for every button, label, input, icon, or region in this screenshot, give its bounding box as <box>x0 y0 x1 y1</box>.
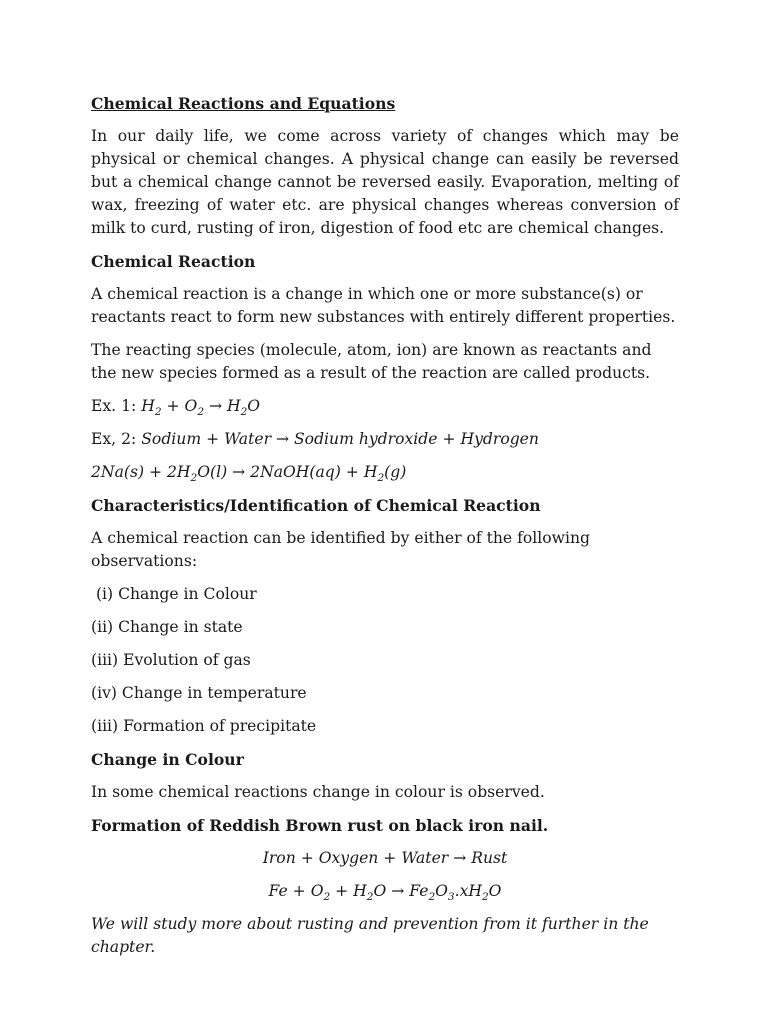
list-item: (iii) Evolution of gas <box>91 651 251 669</box>
reactants-paragraph: The reacting species (molecule, atom, ion) are known as reactants and the new species formed as a result of the reaction are called products. <box>91 341 652 382</box>
rust-word-equation: Iron + Oxygen + Water → Rust <box>262 849 508 867</box>
document-page <box>91 92 679 969</box>
observations-paragraph: A chemical reaction can be identified by either of the following observations: <box>91 529 590 570</box>
example-2-word-equation: Sodium + Water → Sodium hydroxide + Hydrogen <box>141 430 539 448</box>
example-2-chemical-equation: $2Na(s) + 2H_2O(l)$ → 2NaOH(aq) + $H_2(g)$ <box>91 463 407 485</box>
definition-paragraph: A chemical reaction is a change in which one or more substance(s) or reactants react to form new substances with entirely different properties. <box>91 285 676 326</box>
example-1-label: Ex. 1: <box>91 397 137 415</box>
list-item: (iv) Change in temperature <box>91 684 307 702</box>
subheading-rust-formation: Formation of Reddish Brown rust on black iron nail. <box>91 816 549 835</box>
example-1 <box>91 395 679 418</box>
list-item: (ii) Change in state <box>91 618 243 636</box>
example-1-equation: $H_2 + O_2 \to H_2O$ <box>141 397 261 419</box>
list-item: (iii) Formation of precipitate <box>91 717 317 735</box>
page-title: Chemical Reactions and Equations <box>91 94 396 113</box>
rust-chemical-equation: $Fe + O_2 + H_2O \to Fe_2O_3.xH_2O$ <box>268 882 502 904</box>
closing-note: We will study more about rusting and prevention from it further in the chapter. <box>91 915 649 956</box>
section-heading-change-in-colour: Change in Colour <box>91 750 244 769</box>
colour-change-paragraph: In some chemical reactions change in colour is observed. <box>91 783 545 801</box>
section-heading-chemical-reaction: Chemical Reaction <box>91 252 256 271</box>
list-item: (i) Change in Colour <box>91 585 257 603</box>
example-2-label: Ex, 2: <box>91 430 137 448</box>
intro-paragraph: In our daily life, we come across variety of changes which may be physical or chemical changes. A physical change can easily be reversed but a chemical change cannot be reversed easily. Evaporation, melting of wax, freezing of water etc. are physical changes whereas conversion of milk to curd, rusting of iron, digestion of food etc are chemical changes. <box>91 127 679 237</box>
example-2 <box>91 428 679 451</box>
section-heading-characteristics: Characteristics/Identification of Chemical Reaction <box>91 496 541 515</box>
